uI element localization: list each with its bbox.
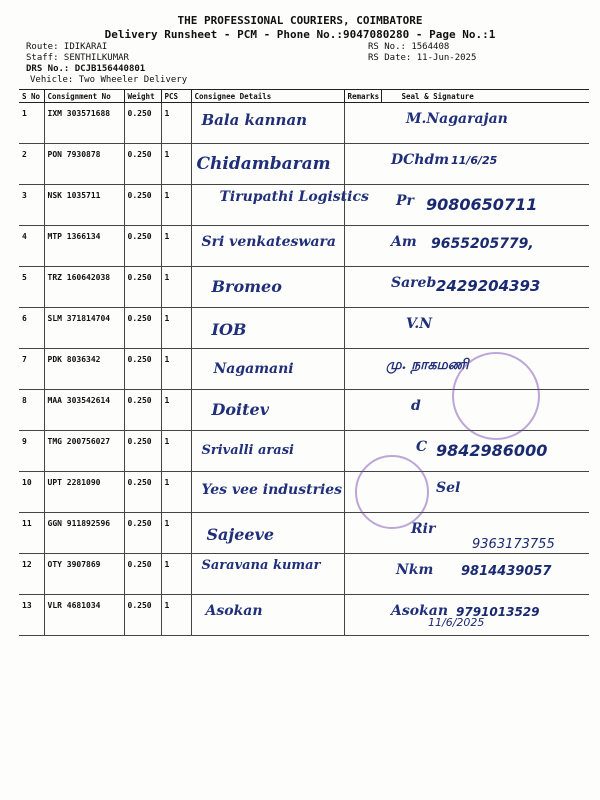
consignment-cell: MTP 1366134: [44, 226, 124, 267]
sno-cell: 2: [19, 144, 44, 185]
remarks-cell: [344, 349, 381, 390]
consignment-cell: PON 7930878: [44, 144, 124, 185]
consignee-name: Tirupathi Logistics: [219, 189, 369, 205]
consignee-name: Bala kannan: [201, 111, 308, 129]
consignee-name: Chidambaram: [196, 154, 331, 174]
signature: DChdm: [391, 152, 450, 168]
consignment-cell: PDK 8036342: [44, 349, 124, 390]
rs-number: RS No.: 1564408: [368, 42, 450, 52]
pcs-cell: 1: [161, 431, 191, 472]
weight-cell: 0.250: [124, 226, 161, 267]
consignee-cell: [191, 267, 344, 308]
consignment-cell: NSK 1035711: [44, 185, 124, 226]
company-title: THE PROFESSIONAL COURIERS, COIMBATORE: [177, 14, 423, 27]
sno-cell: 10: [19, 472, 44, 513]
remarks-cell: [344, 226, 381, 267]
sno-cell: 7: [19, 349, 44, 390]
pcs-cell: 1: [161, 103, 191, 144]
weight-cell: 0.250: [124, 103, 161, 144]
table-row: [19, 103, 589, 144]
signature-cell: [381, 185, 589, 226]
pcs-cell: 1: [161, 308, 191, 349]
pcs-cell: 1: [161, 349, 191, 390]
table-row: [19, 144, 589, 185]
consignment-cell: SLM 371814704: [44, 308, 124, 349]
consignee-name: Bromeo: [211, 277, 282, 296]
weight-cell: 0.250: [124, 144, 161, 185]
consignee-cell: [191, 431, 344, 472]
signature: d: [411, 398, 421, 414]
remarks-cell: [344, 267, 381, 308]
consignee-cell: [191, 472, 344, 513]
consignee-cell: [191, 595, 344, 636]
weight-cell: 0.250: [124, 267, 161, 308]
signature-note: 9842986000: [436, 441, 548, 460]
sno-cell: 6: [19, 308, 44, 349]
signature-note: 9655205779,: [431, 236, 534, 252]
consignee-name: Sajeeve: [206, 525, 275, 544]
remarks-cell: [344, 144, 381, 185]
weight-cell: 0.250: [124, 595, 161, 636]
signature-note: 9814439057: [461, 564, 552, 579]
consignment-cell: MAA 303542614: [44, 390, 124, 431]
weight-cell: 0.250: [124, 308, 161, 349]
consignee-cell: [191, 554, 344, 595]
consignment-cell: UPT 2281090: [44, 472, 124, 513]
sno-cell: 5: [19, 267, 44, 308]
consignment-cell: TMG 200756027: [44, 431, 124, 472]
signature-cell: [381, 226, 589, 267]
col-header-remarks: Remarks: [344, 90, 381, 103]
signature: M.Nagarajan: [406, 111, 508, 127]
pcs-cell: 1: [161, 390, 191, 431]
signature: C: [416, 439, 428, 455]
signature-cell: [381, 267, 589, 308]
consignee-name: Sri venkateswara: [201, 234, 336, 250]
signature: Nkm: [396, 562, 434, 578]
consignee-cell: [191, 513, 344, 554]
col-header-sno: S No: [19, 90, 44, 103]
consignment-cell: GGN 911892596: [44, 513, 124, 554]
sno-cell: 13: [19, 595, 44, 636]
remarks-cell: [344, 595, 381, 636]
consignment-cell: IXM 303571688: [44, 103, 124, 144]
signature-cell: [381, 554, 589, 595]
table-header-row: [19, 90, 589, 103]
pcs-cell: 1: [161, 513, 191, 554]
table-row: [19, 308, 589, 349]
consignee-cell: [191, 144, 344, 185]
staff-label: Staff: SENTHILKUMAR: [26, 53, 129, 63]
sno-cell: 1: [19, 103, 44, 144]
consignment-cell: OTY 3907869: [44, 554, 124, 595]
consignee-cell: [191, 226, 344, 267]
weight-cell: 0.250: [124, 349, 161, 390]
weight-cell: 0.250: [124, 431, 161, 472]
runsheet-subtitle: Delivery Runsheet - PCM - Phone No.:9047080280 - Page No.:1: [104, 28, 496, 41]
remarks-cell: [344, 185, 381, 226]
weight-cell: 0.250: [124, 390, 161, 431]
row11-phone-note: 9363173755: [472, 537, 555, 552]
drs-number: DRS No.: DCJB156440801: [26, 64, 146, 74]
consignee-name: Yes vee industries: [201, 482, 343, 498]
remarks-cell: [344, 390, 381, 431]
signature: Pr: [396, 193, 414, 209]
col-header-signature: Seal & Signature: [381, 90, 589, 103]
consignee-cell: [191, 390, 344, 431]
pcs-cell: 1: [161, 554, 191, 595]
sno-cell: 3: [19, 185, 44, 226]
sno-cell: 4: [19, 226, 44, 267]
signature: Am: [391, 234, 417, 250]
consignee-cell: [191, 349, 344, 390]
table-row: [19, 267, 589, 308]
pcs-cell: 1: [161, 185, 191, 226]
signature-cell: [381, 103, 589, 144]
signature: Asokan: [391, 603, 449, 619]
signature: Sel: [436, 480, 461, 496]
company-seal-stamp: [355, 455, 429, 529]
col-header-pcs: PCS: [161, 90, 191, 103]
signature-note: 9791013529: [456, 605, 540, 619]
table-row: [19, 595, 589, 636]
consignee-name: IOB: [211, 320, 247, 339]
remarks-cell: [344, 103, 381, 144]
weight-cell: 0.250: [124, 472, 161, 513]
signature: Rir: [411, 521, 436, 537]
col-header-consignee: Consignee Details: [191, 90, 344, 103]
col-header-weight: Weight: [124, 90, 161, 103]
consignee-name: Nagamani: [213, 361, 294, 377]
pcs-cell: 1: [161, 226, 191, 267]
sno-cell: 12: [19, 554, 44, 595]
table-row: [19, 472, 589, 513]
table-row: [19, 226, 589, 267]
signature: Sareb: [391, 275, 437, 291]
pcs-cell: 1: [161, 267, 191, 308]
consignee-name: Saravana kumar: [201, 558, 321, 573]
sno-cell: 11: [19, 513, 44, 554]
signature: V.N: [406, 316, 433, 332]
pcs-cell: 1: [161, 472, 191, 513]
signature-cell: [381, 595, 589, 636]
row13-date-note: 11/6/2025: [428, 616, 485, 629]
table-row: [19, 554, 589, 595]
consignee-cell: [191, 103, 344, 144]
signature-cell: [381, 308, 589, 349]
signature-note: 9080650711: [426, 195, 538, 214]
signature-cell: [381, 144, 589, 185]
weight-cell: 0.250: [124, 513, 161, 554]
remarks-cell: [344, 554, 381, 595]
sno-cell: 9: [19, 431, 44, 472]
delivery-stamp: [452, 352, 540, 440]
weight-cell: 0.250: [124, 185, 161, 226]
consignee-name: Asokan: [205, 603, 263, 619]
col-header-consignment: Consignment No: [44, 90, 124, 103]
pcs-cell: 1: [161, 144, 191, 185]
weight-cell: 0.250: [124, 554, 161, 595]
rs-date: RS Date: 11-Jun-2025: [368, 53, 477, 63]
consignee-name: Doitev: [211, 400, 269, 419]
pcs-cell: 1: [161, 595, 191, 636]
consignment-cell: VLR 4681034: [44, 595, 124, 636]
consignee-cell: [191, 308, 344, 349]
signature-note: 2429204393: [436, 277, 541, 295]
signature-note: 11/6/25: [451, 154, 498, 167]
signature: மு. நாகமணி: [386, 357, 469, 373]
consignment-cell: TRZ 160642038: [44, 267, 124, 308]
route-label: Route: IDIKARAI: [26, 42, 108, 52]
table-row: [19, 185, 589, 226]
sno-cell: 8: [19, 390, 44, 431]
vehicle-label: Vehicle: Two Wheeler Delivery: [30, 75, 188, 85]
consignee-cell: [191, 185, 369, 226]
remarks-cell: [344, 308, 381, 349]
consignee-name: Srivalli arasi: [201, 443, 294, 458]
